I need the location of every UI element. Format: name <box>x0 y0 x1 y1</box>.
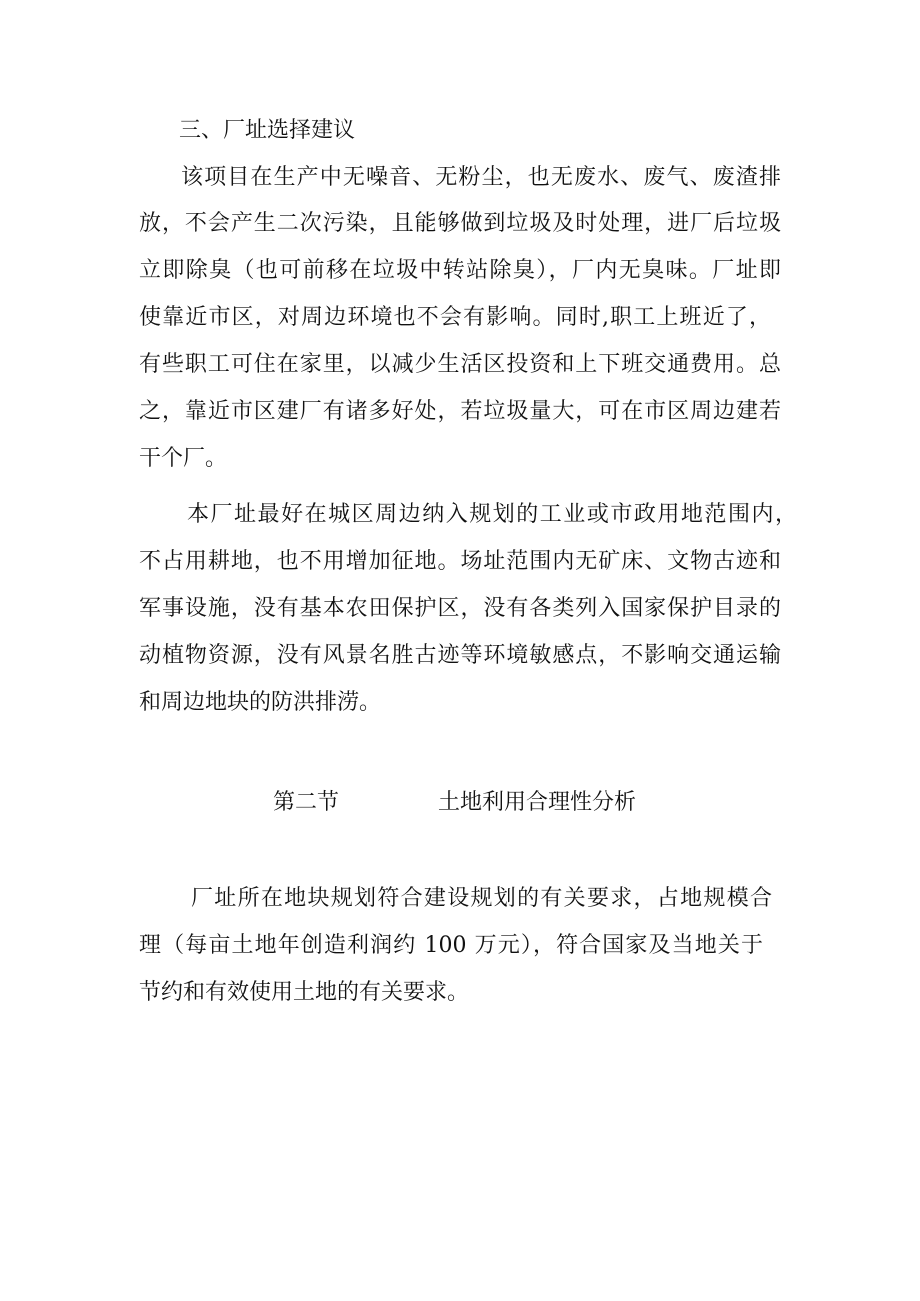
paragraph-1-line: 有些职工可住在家里，以减少生活区投资和上下班交通费用。总 <box>139 352 781 377</box>
paragraph-1-line: 干个厂。 <box>139 446 228 471</box>
paragraph-2-line: 军事设施，没有基本农田保护区，没有各类列入国家保护目录的 <box>139 596 781 621</box>
paragraph-1-line: 该项目在生产中无噪音、无粉尘，也无废水、废气、废渣排 <box>181 165 781 190</box>
paragraph-2-line: 动植物资源，没有风景名胜古迹等环境敏感点，不影响交通运输 <box>139 643 781 668</box>
paragraph-2-line: 本厂址最好在城区周边纳入规划的工业或市政用地范围内， <box>187 502 797 527</box>
paragraph-1-line: 立即除臭（也可前移在垃圾中转站除臭），厂内无臭味。厂址即 <box>139 258 781 283</box>
section-title: 土地利用合理性分析 <box>438 790 637 815</box>
paragraph-1-line: 之，靠近市区建厂有诸多好处，若垃圾量大，可在市区周边建若 <box>139 399 781 424</box>
paragraph-3-line: 理（每亩土地年创造利润约 100 万元），符合国家及当地关于 <box>139 933 763 958</box>
section-number: 第二节 <box>273 790 340 815</box>
subsection-heading: 三、厂址选择建议 <box>179 118 356 143</box>
paragraph-1-line: 使靠近市区，对周边环境也不会有影响。同时,职工上班近了， <box>139 305 771 330</box>
paragraph-3-line: 厂址所在地块规划符合建设规划的有关要求，占地规模合 <box>191 886 772 911</box>
paragraph-1-line: 放，不会产生二次污染，且能够做到垃圾及时处理，进厂后垃圾 <box>139 211 781 236</box>
paragraph-3-line: 节约和有效使用土地的有关要求。 <box>139 980 470 1005</box>
paragraph-2-line: 不占用耕地，也不用增加征地。场址范围内无矿床、文物古迹和 <box>139 549 781 574</box>
paragraph-2-line: 和周边地块的防洪排涝。 <box>139 690 382 715</box>
